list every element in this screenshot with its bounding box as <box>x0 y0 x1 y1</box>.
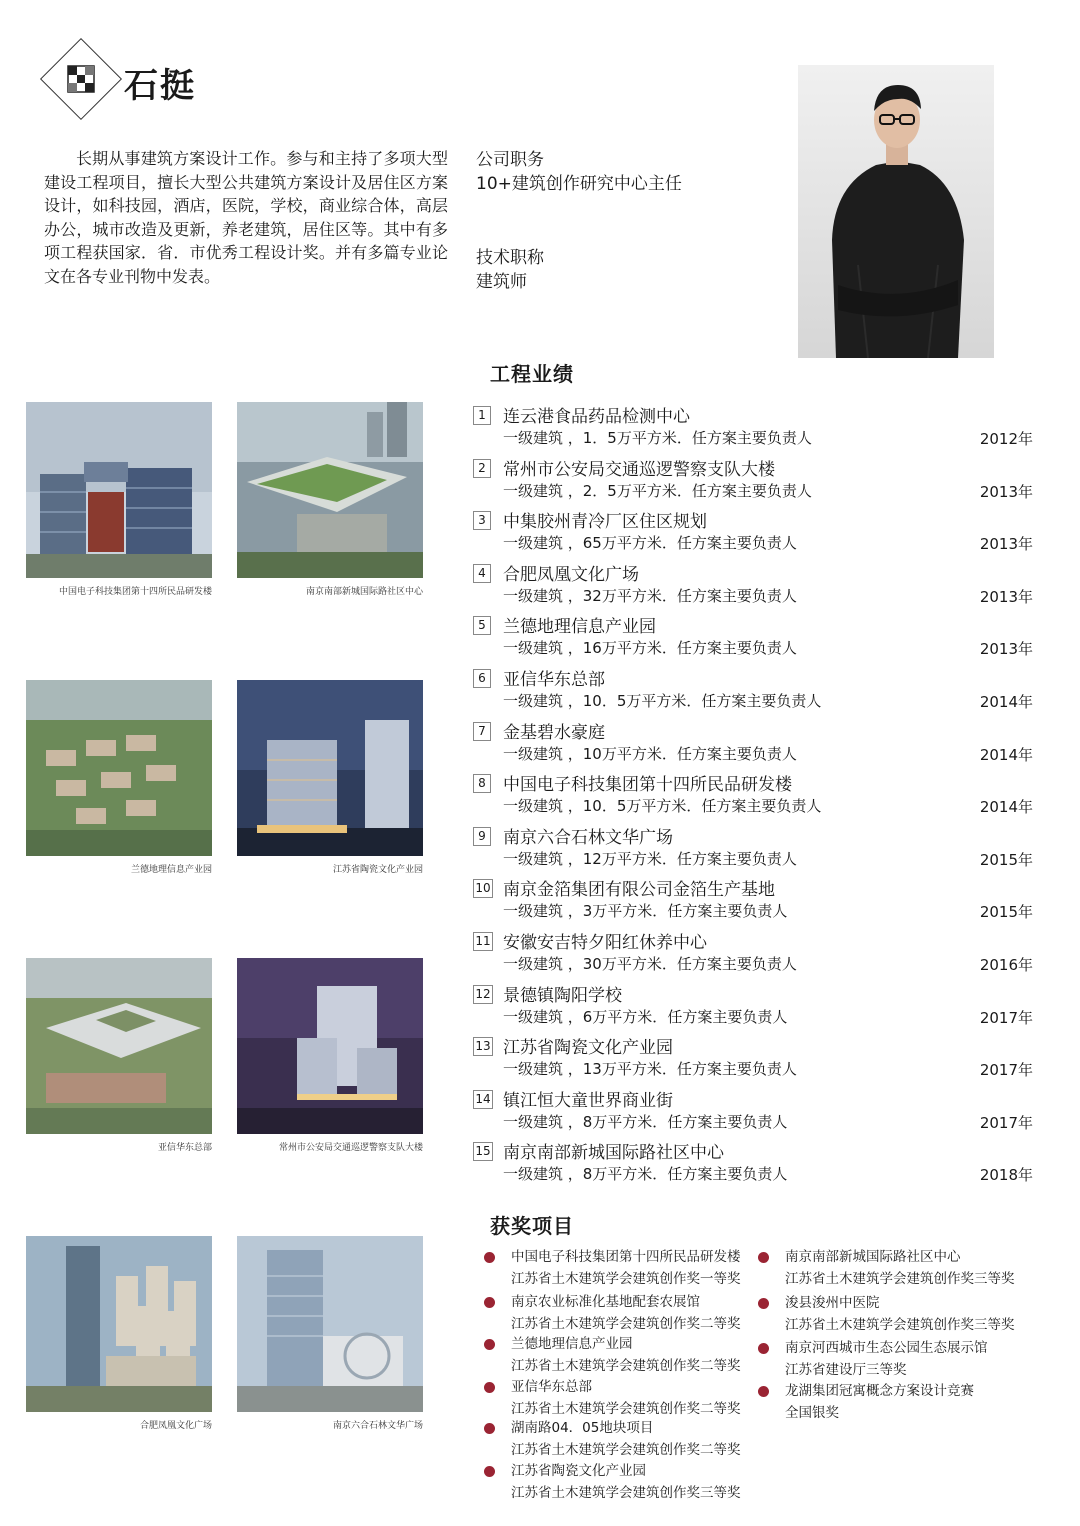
project-name: 景德镇陶阳学校 <box>503 985 622 1006</box>
award-title: 江苏省土木建筑学会建筑创作奖三等奖 <box>511 1485 741 1501</box>
title-value: 建筑师 <box>476 272 527 292</box>
project-detail: 一级建筑 ，3万平方米．任方案主要负责人 <box>503 902 788 921</box>
project-detail: 一级建筑 ，10万平方米．任方案主要负责人 <box>503 744 797 763</box>
project-image <box>237 958 423 1134</box>
awards-heading: 获奖项目 <box>490 1214 574 1238</box>
project-image <box>26 680 212 856</box>
project-year: 2013年 <box>979 482 1033 501</box>
award-bullet-icon <box>758 1298 769 1309</box>
project-name: 中国电子科技集团第十四所民品研发楼 <box>503 775 792 796</box>
title-label: 技术职称 <box>476 248 544 268</box>
project-detail: 一级建筑 ，30万平方米．任方案主要负责人 <box>503 955 797 973</box>
project-image <box>237 1236 423 1412</box>
image-caption: 南京六合石林文华广场 <box>332 1421 423 1431</box>
project-name: 金基碧水豪庭 <box>503 722 605 743</box>
project-year: 2013年 <box>979 535 1033 554</box>
project-name: 江苏省陶瓷文化产业园 <box>503 1038 673 1059</box>
award-title: 江苏省土木建筑学会建筑创作奖一等奖 <box>511 1271 741 1287</box>
image-caption: 常州市公安局交通巡逻警察支队大楼 <box>278 1143 423 1153</box>
award-project-name: 兰德地理信息产业园 <box>511 1336 633 1352</box>
project-name: 合肥凤凰文化广场 <box>503 564 639 585</box>
project-name: 镇江恒大童世界商业街 <box>503 1090 673 1111</box>
image-caption: 亚信华东总部 <box>157 1143 212 1153</box>
award-project-name: 南京农业标准化基地配套农展馆 <box>511 1294 700 1310</box>
award-project-name: 湖南路04．05地块项目 <box>511 1420 654 1436</box>
project-image <box>26 402 212 578</box>
award-bullet-icon <box>484 1466 495 1477</box>
project-number: 3 <box>473 511 491 530</box>
award-bullet-icon <box>758 1252 769 1263</box>
image-caption: 江苏省陶瓷文化产业园 <box>332 865 423 875</box>
project-name: 亚信华东总部 <box>503 670 605 690</box>
award-title: 全国银奖 <box>785 1405 839 1421</box>
image-caption: 合肥凤凰文化广场 <box>139 1421 212 1431</box>
project-name: 南京六合石林文华广场 <box>503 827 673 848</box>
project-image <box>237 680 423 856</box>
award-title: 江苏省土木建筑学会建筑创作奖二等奖 <box>511 1358 741 1374</box>
project-name: 南京南部新城国际路社区中心 <box>503 1143 724 1164</box>
award-project-name: 江苏省陶瓷文化产业园 <box>511 1463 646 1479</box>
project-image <box>26 958 212 1134</box>
award-bullet-icon <box>484 1339 495 1350</box>
project-name: 常州市公安局交通巡逻警察支队大楼 <box>503 459 775 480</box>
award-bullet-icon <box>758 1386 769 1397</box>
project-image <box>26 1236 212 1412</box>
project-number: 9 <box>473 827 491 846</box>
project-item <box>473 668 1033 718</box>
award-title: 江苏省土木建筑学会建筑创作奖二等奖 <box>511 1316 741 1332</box>
person-name: 石挺 <box>124 66 196 106</box>
award-title: 江苏省土木建筑学会建筑创作奖二等奖 <box>511 1442 741 1458</box>
project-name: 安徽安吉特夕阳红休养中心 <box>503 933 707 953</box>
project-item <box>473 1036 1033 1086</box>
award-bullet-icon <box>484 1423 495 1434</box>
project-detail: 一级建筑 ，8万平方米．任方案主要负责人 <box>503 1165 788 1184</box>
project-detail: 一级建筑 ，12万平方米．任方案主要负责人 <box>503 849 797 868</box>
award-project-name: 亚信华东总部 <box>511 1379 592 1395</box>
project-detail: 一级建筑 ，2．5万平方米．任方案主要负责人 <box>503 481 812 500</box>
project-number: 4 <box>473 564 491 583</box>
project-detail: 一级建筑 ，10．5万平方米．任方案主要负责人 <box>503 692 822 710</box>
project-item <box>473 826 1033 876</box>
project-number: 12 <box>473 985 493 1004</box>
project-detail: 一级建筑 ，6万平方米．任方案主要负责人 <box>503 1007 788 1026</box>
project-number: 5 <box>473 616 491 635</box>
project-year: 2016年 <box>979 956 1033 974</box>
project-detail: 一级建筑 ，65万平方米．任方案主要负责人 <box>503 534 797 553</box>
project-year: 2015年 <box>979 850 1033 869</box>
position-label: 公司职务 <box>476 150 544 170</box>
image-caption: 兰德地理信息产业园 <box>130 865 212 875</box>
project-name: 中集胶州青冷厂区住区规划 <box>503 512 707 533</box>
award-title: 江苏省土木建筑学会建筑创作奖二等奖 <box>511 1401 741 1417</box>
project-item <box>473 458 1033 508</box>
project-item <box>473 878 1033 928</box>
project-name: 南京金箔集团有限公司金箔生产基地 <box>503 880 775 901</box>
project-number: 7 <box>473 722 491 741</box>
project-item <box>473 563 1033 613</box>
award-bullet-icon <box>758 1343 769 1354</box>
project-year: 2015年 <box>979 903 1033 922</box>
project-year: 2017年 <box>979 1061 1033 1080</box>
project-item <box>473 615 1033 665</box>
project-item <box>473 931 1033 981</box>
project-year: 2017年 <box>979 1113 1033 1132</box>
project-item <box>473 721 1033 771</box>
projects-heading: 工程业绩 <box>490 362 574 386</box>
project-name: 连云港食品药品检测中心 <box>503 407 690 427</box>
logo-icon <box>62 60 100 98</box>
award-title: 江苏省土木建筑学会建筑创作奖三等奖 <box>785 1317 1015 1333</box>
project-item <box>473 984 1033 1034</box>
project-number: 2 <box>473 459 491 478</box>
project-detail: 一级建筑 ，13万平方米．任方案主要负责人 <box>503 1060 797 1079</box>
award-project-name: 中国电子科技集团第十四所民品研发楼 <box>511 1249 741 1265</box>
project-year: 2014年 <box>979 798 1033 817</box>
project-number: 6 <box>473 669 491 688</box>
award-project-name: 南京南部新城国际路社区中心 <box>785 1249 961 1265</box>
project-year: 2018年 <box>979 1166 1033 1185</box>
award-project-name: 龙湖集团冠寓概念方案设计竞赛 <box>785 1383 974 1399</box>
position-value: 10+建筑创作研究中心主任 <box>476 174 682 194</box>
project-number: 13 <box>473 1037 493 1056</box>
project-item <box>473 773 1033 823</box>
project-detail: 一级建筑 ，8万平方米．任方案主要负责人 <box>503 1112 788 1131</box>
award-project-name: 南京河西城市生态公园生态展示馆 <box>785 1340 988 1356</box>
project-number: 1 <box>473 406 491 425</box>
project-detail: 一级建筑 ，1．5万平方米．任方案主要负责人 <box>503 429 812 447</box>
award-bullet-icon <box>484 1252 495 1263</box>
award-title: 江苏省建设厅三等奖 <box>785 1362 907 1378</box>
project-year: 2012年 <box>979 430 1033 448</box>
project-number: 10 <box>473 879 493 898</box>
project-year: 2014年 <box>979 745 1033 764</box>
project-detail: 一级建筑 ，10．5万平方米．任方案主要负责人 <box>503 797 822 816</box>
award-bullet-icon <box>484 1297 495 1308</box>
project-name: 兰德地理信息产业园 <box>503 617 656 638</box>
project-number: 15 <box>473 1142 493 1161</box>
project-item <box>473 1141 1033 1191</box>
image-caption: 中国电子科技集团第十四所民品研发楼 <box>58 587 212 597</box>
project-year: 2017年 <box>979 1008 1033 1027</box>
project-item <box>473 405 1033 455</box>
award-bullet-icon <box>484 1382 495 1393</box>
project-number: 11 <box>473 932 493 951</box>
project-year: 2013年 <box>979 587 1033 606</box>
project-item <box>473 510 1033 560</box>
project-number: 8 <box>473 774 491 793</box>
bio-paragraph: 长期从事建筑方案设计工作。参与和主持了多项大型建设工程项目，擅长大型公共建筑方案设计及居住区方案设计，如科技园，酒店，医院，学校，商业综合体，高层办公，城市改造及更新，养老建筑，居住区等。其中有多项工程获国家．省．市优秀工程设计奖。并有多篇专业论文在各专业刊物中发表。 <box>44 149 448 286</box>
project-year: 2014年 <box>979 693 1033 711</box>
portrait-photo <box>798 65 994 358</box>
project-item <box>473 1089 1033 1139</box>
project-image <box>237 402 423 578</box>
project-detail: 一级建筑 ，16万平方米．任方案主要负责人 <box>503 639 797 658</box>
award-project-name: 浚县浚州中医院 <box>785 1295 880 1311</box>
project-number: 14 <box>473 1090 493 1109</box>
image-caption: 南京南部新城国际路社区中心 <box>305 587 423 597</box>
project-year: 2013年 <box>979 640 1033 659</box>
project-detail: 一级建筑 ，32万平方米．任方案主要负责人 <box>503 586 797 605</box>
award-title: 江苏省土木建筑学会建筑创作奖三等奖 <box>785 1271 1015 1287</box>
